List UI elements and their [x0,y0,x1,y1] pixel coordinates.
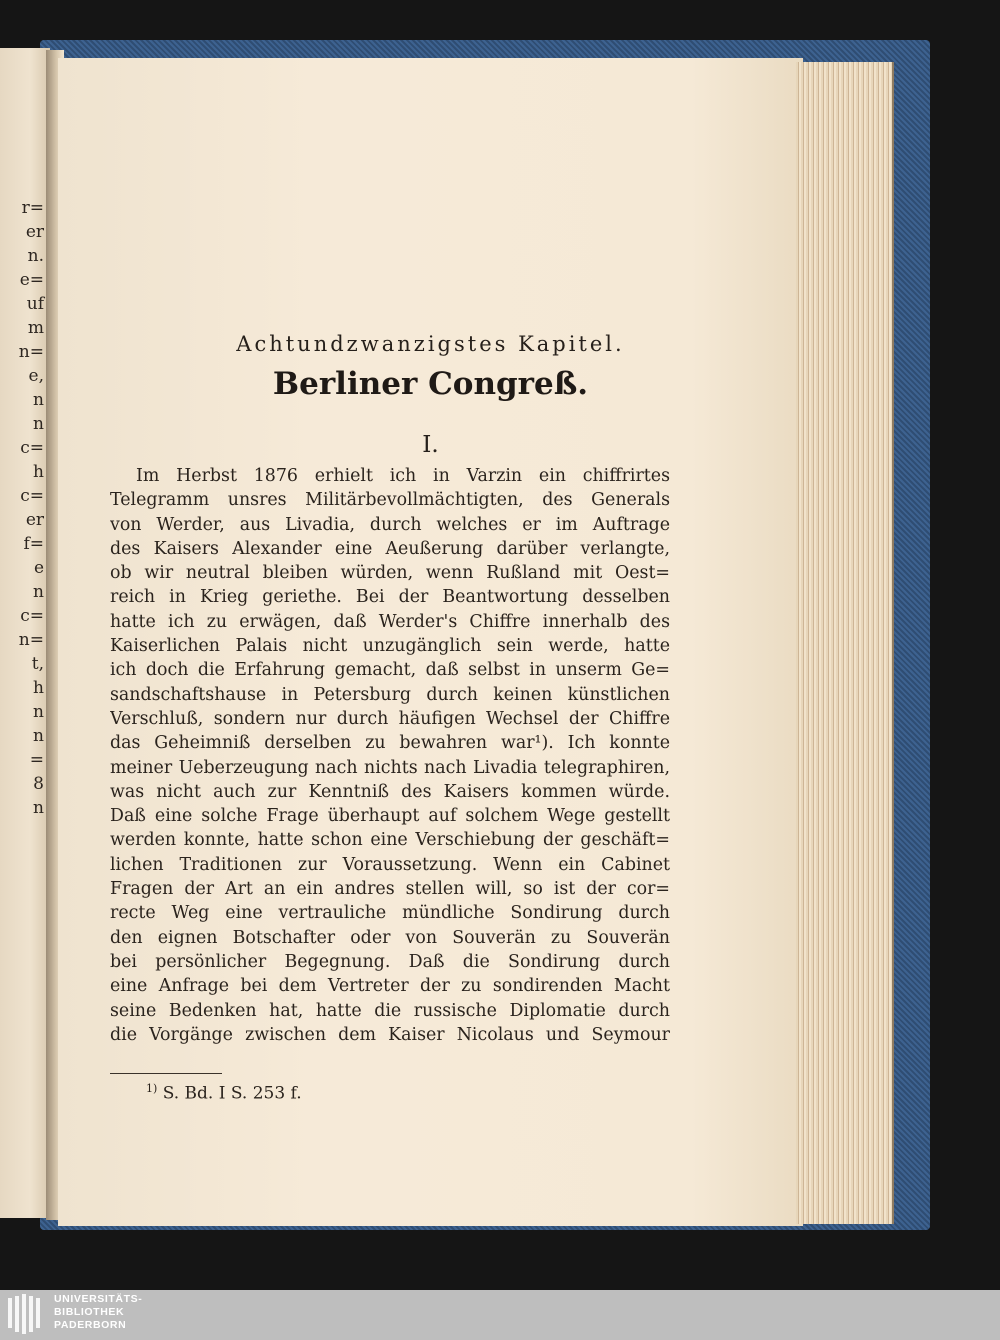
footnote-mark: 1) [146,1082,158,1095]
text-line: Telegramm unsres Militärbevollmächtigten, des Generals [110,490,670,511]
left-page-fragment: n [33,798,44,818]
footnote-text: S. Bd. I S. 253 f. [162,1083,302,1104]
text-line: ich doch die Erfahrung gemacht, daß selbst in unserm Ge= [110,660,670,681]
section-number: I. [422,432,439,458]
left-page-fragment: n. [27,246,44,266]
left-page-fragment: r= [21,198,44,218]
left-page-fragment: er [25,510,44,530]
text-line: von Werder, aus Livadia, durch welches er im Auftrage [110,514,670,535]
left-page-fragment: n [33,582,44,602]
left-page-fragment: 8 [33,774,44,794]
left-page-fragment: c= [20,486,44,506]
left-page [0,48,50,1218]
library-name [54,1293,142,1332]
left-page-fragment: n [33,390,44,410]
left-page-fragment: e [33,558,44,578]
chapter-title: Berliner Congreß. [272,366,589,402]
left-page-fragment: n [33,726,44,746]
left-page-fragment: h [33,462,44,482]
text-line: die Vorgänge zwischen dem Kaiser Nicolaus und Seymour [110,1024,670,1045]
text-line: sandschaftshause in Petersburg durch keinen künstlichen [110,684,670,705]
text-line: Daß eine solche Frage überhaupt auf solchem Wege gestellt [110,806,670,827]
left-page-fragment: e= [19,270,44,290]
text-line: Verschluß, sondern nur durch häufigen Wechsel der Chiffre [110,708,670,729]
left-page-fragment: n= [18,342,44,362]
text-line: hatte ich zu erwägen, daß Werder's Chiffre innerhalb des [110,611,670,632]
main-paragraph [110,464,670,1047]
left-page-fragment: n [33,702,44,722]
text-line: den eignen Botschafter oder von Souverän zu Souverän [110,927,670,948]
chapter-label: Achtundzwanzigstes Kapitel. [236,332,625,356]
footnote [146,1082,302,1104]
left-page-fragment: h [33,678,44,698]
left-page-fragment: t, [31,654,44,674]
left-page-fragment: c= [20,438,44,458]
text-line: Kaiserlichen Palais nicht unzugänglich sein werde, hatte [110,636,670,657]
text-line: Fragen der Art an ein andres stellen will, so ist der cor= [110,879,670,900]
text-line: Im Herbst 1876 erhielt ich in Varzin ein chiffrirtes [136,466,670,486]
text-line: des Kaisers Alexander eine Aeußerung darüber verlangte, [110,538,670,559]
text-line: ob wir neutral bleiben würden, wenn Rußland mit Oest= [110,563,670,584]
text-line: bei persönlicher Begegnung. Daß die Sondirung durch [110,951,670,972]
left-page-fragment: = [29,750,44,770]
library-name-line2: BIBLIOTHEK [54,1306,125,1318]
library-footer-bar [0,1290,1000,1340]
text-line: das Geheimniß derselben zu bewahren war¹). Ich konnte [110,733,670,754]
library-name-line1: UNIVERSITÄTS- [54,1293,143,1305]
text-line: meiner Ueberzeugung nach nichts nach Livadia telegraphiren, [110,757,670,778]
library-name-line3: PADERBORN [54,1319,127,1331]
left-page-fragment: n= [18,630,44,650]
page-edges [796,62,894,1224]
left-page-text-fragments [19,196,44,820]
left-page-fragment: n [33,414,44,434]
text-line: lichen Traditionen zur Voraussetzung. Wenn ein Cabinet [110,854,670,875]
text-line: eine Anfrage bei dem Vertreter der zu sondirenden Macht [110,976,670,997]
footnote-divider [110,1073,222,1074]
text-line: reich in Krieg geriethe. Bei der Beantwortung desselben [110,587,670,608]
left-page-fragment: f= [23,534,44,554]
text-line: werden konnte, hatte schon eine Verschiebung der geschäft= [110,830,670,851]
left-page-fragment: er [25,222,44,242]
text-line: recte Weg eine vertrauliche mündliche Sondirung durch [110,903,670,924]
text-line: seine Bedenken hat, hatte die russische Diplomatie durch [110,1000,670,1021]
left-page-fragment: uf [26,294,44,314]
left-page-fragment: c= [20,606,44,626]
left-page-fragment: m [27,318,44,338]
left-page-fragment: e, [28,366,44,386]
library-logo-icon [6,1294,48,1336]
text-line: was nicht auch zur Kenntniß des Kaisers kommen würde. [110,781,670,802]
